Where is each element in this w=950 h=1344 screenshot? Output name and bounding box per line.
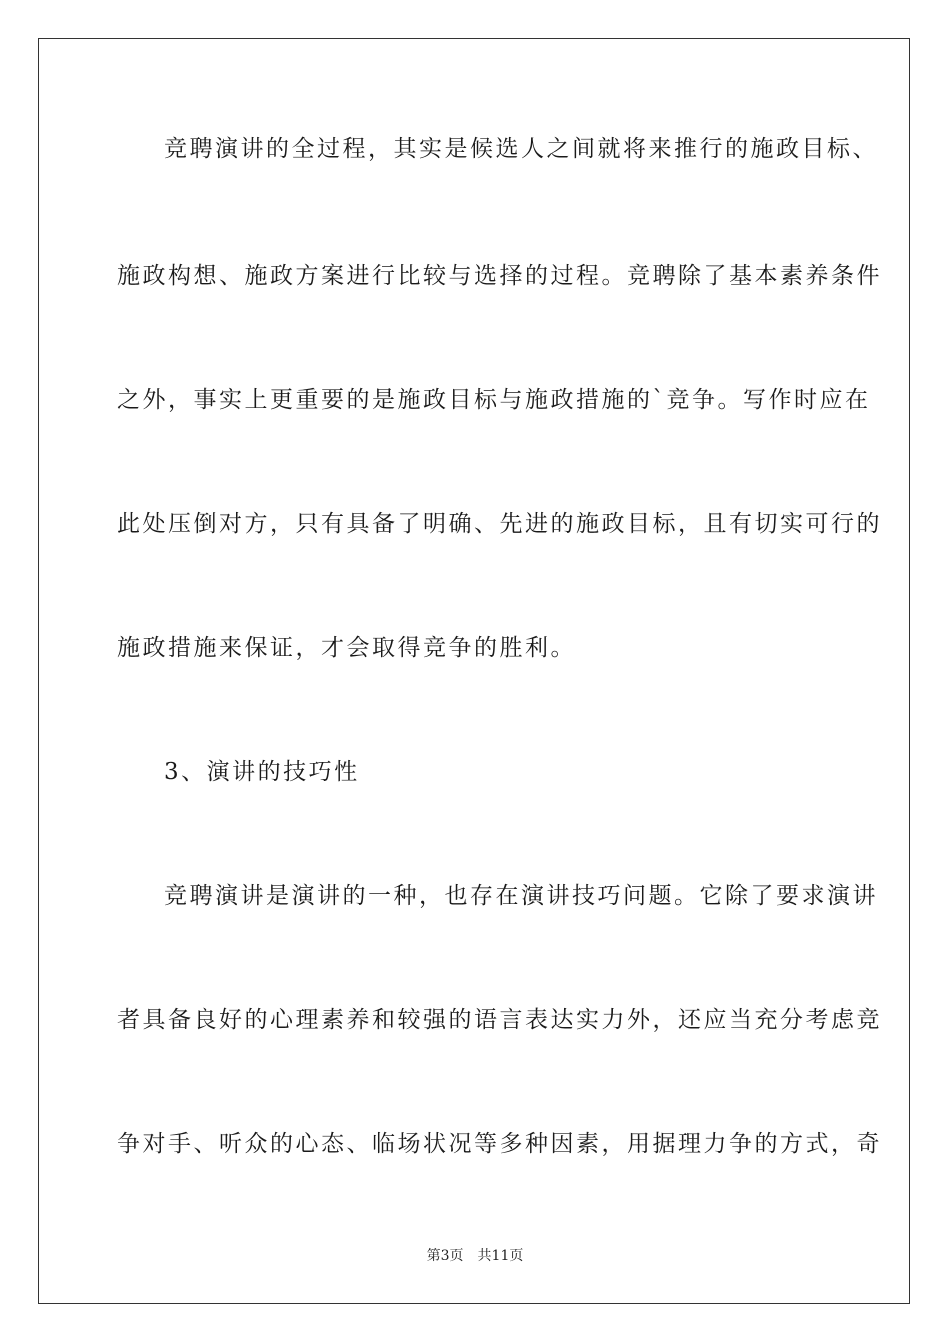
paragraph-line: 之外，事实上更重要的是施政目标与施政措施的`竞争。写作时应在: [117, 387, 871, 413]
paragraph-line: 者具备良好的心理素养和较强的语言表达实力外，还应当充分考虑竞: [117, 1007, 882, 1033]
paragraph-line: 竞聘演讲是演讲的一种，也存在演讲技巧问题。它除了要求演讲: [164, 883, 878, 909]
page-number: 第3页: [426, 1248, 464, 1264]
paragraph-line: 此处压倒对方，只有具备了明确、先进的施政目标，且有切实可行的: [117, 511, 882, 537]
paragraph-line: 施政构想、施政方案进行比较与选择的过程。竞聘除了基本素养条件: [117, 263, 882, 289]
page-border: [38, 38, 910, 1304]
paragraph-line: 争对手、听众的心态、临场状况等多种因素，用据理力争的方式，奇: [117, 1131, 882, 1157]
section-heading: 3、演讲的技巧性: [164, 759, 360, 785]
page-footer: [0, 1246, 950, 1266]
paragraph-line: 施政措施来保证，才会取得竞争的胜利。: [117, 635, 576, 661]
page-total: 共11页: [477, 1248, 524, 1264]
paragraph-line: 竞聘演讲的全过程，其实是候选人之间就将来推行的施政目标、: [164, 136, 878, 162]
